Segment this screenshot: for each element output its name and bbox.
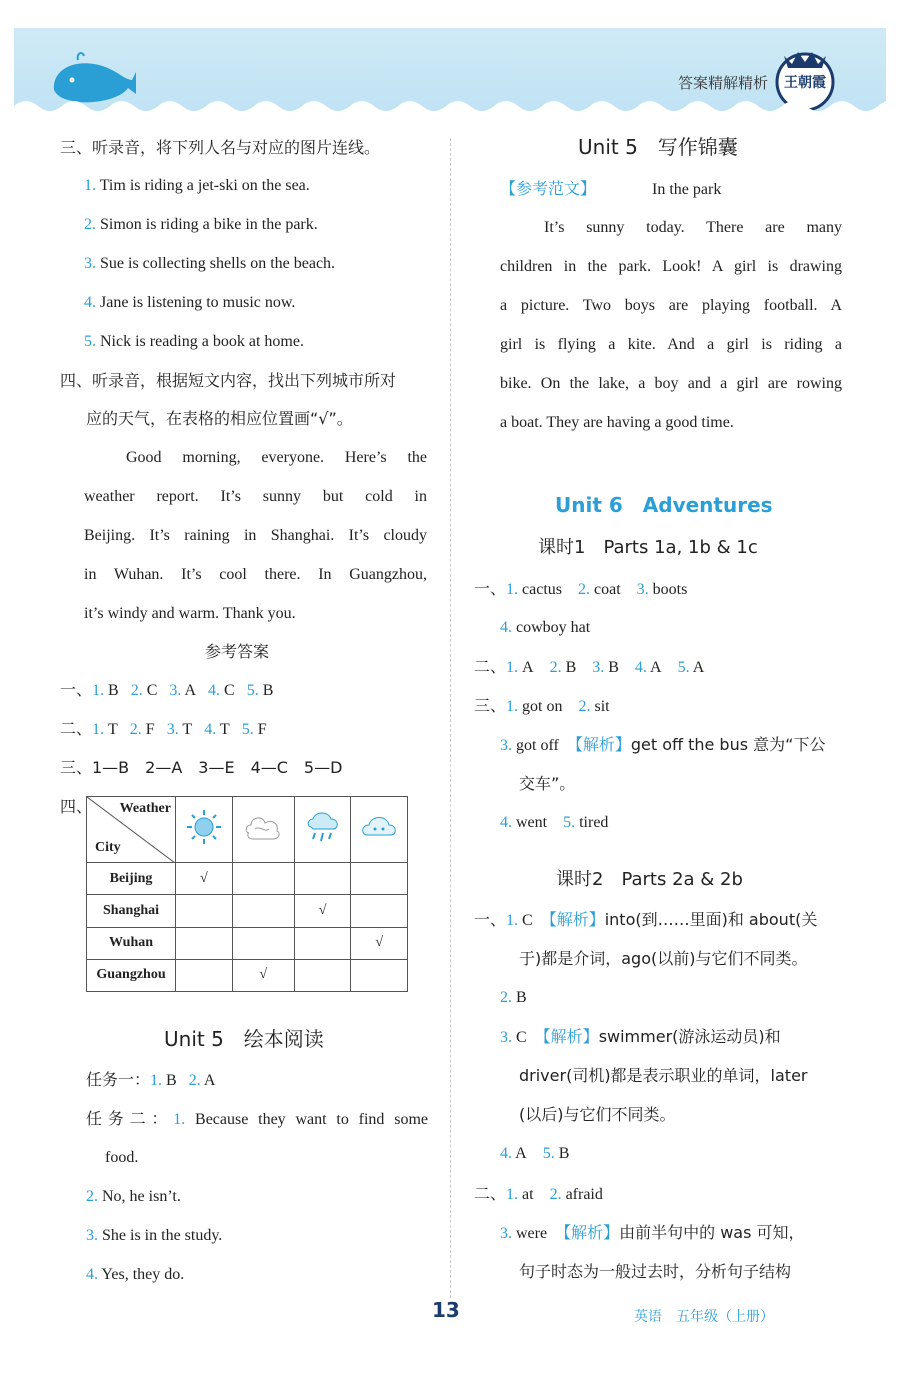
lesson1-title: 课时1 Parts 1a, 1b & 1c	[538, 537, 758, 558]
l2-row-1-cont: 于)都是介词，ago(以前)与它们不同类。	[519, 949, 808, 968]
check-cell: √	[351, 927, 408, 959]
l1-s1-row-4: 4. cowboy hat	[500, 619, 591, 636]
l1-s3-row-3-cont: 交车”。	[519, 774, 576, 793]
list-item: 3. Sue is collecting shells on the beach.	[84, 255, 336, 272]
list-item: 4. Yes, they do.	[86, 1266, 185, 1283]
rain-icon	[303, 807, 343, 847]
l2-s2-row: 二、1. at 2. afraid	[474, 1184, 603, 1203]
essay-heading: 【参考范文】 In the park	[500, 179, 722, 198]
list-item: 4. Jane is listening to music now.	[84, 294, 296, 311]
sec4-title-line1: 四、听录音，根据短文内容，找出下列城市所对	[60, 371, 397, 390]
cloud-icon	[359, 807, 399, 847]
l2-row-3: 3. C 【解析】swimmer(游泳运动员)和	[500, 1027, 781, 1046]
check-cell: √	[176, 863, 233, 895]
unit5-reading-title: Unit 5 绘本阅读	[164, 1027, 324, 1051]
task2-row-1: 任务二：1. Because they want to find some	[86, 1109, 428, 1128]
l2-row-45: 4. A 5. B	[500, 1145, 570, 1162]
check-cell	[351, 863, 408, 895]
check-cell	[351, 895, 408, 927]
l1-s3-row-3: 3. got off 【解析】get off the bus 意为“下公	[500, 735, 826, 754]
l2-row-3-cont: driver(司机)都是表示职业的单词，later	[519, 1066, 808, 1085]
unit6-title: Unit 6 Adventures	[555, 493, 773, 517]
l2-s2-row-3-cont: 句子时态为一般过去时，分析句子结构	[519, 1262, 792, 1281]
l2-row-1: 一、1. C 【解析】into(到……里面)和 about(关	[474, 910, 818, 929]
sec4-title-line2: 应的天气，在表格的相应位置画“√”。	[86, 409, 353, 428]
passage: Good morning, everyone. Here’s the weather report. It’s sunny but cold in Beijing. It’s raining in Shanghai. It’s cloudy in Wuhan. It’s cool there. In Guangzhou, it’s windy and warm. Thank you.	[84, 449, 427, 622]
check-cell	[294, 927, 351, 959]
check-cell	[176, 927, 233, 959]
essay: It’s sunny today. There are many children in the park. Look! A girl is drawing a picture. Two boys are playing football. A girl is flying a kite. And a girl is riding a bike. On the lake, a boy and a girl are rowing a boat. They are having a good time.	[500, 219, 842, 431]
answers-title: 参考答案	[205, 642, 270, 661]
list-item: 3. She is in the study.	[86, 1227, 223, 1244]
l2-s2-row-3: 3. were 【解析】由前半句中的 was 可知，	[500, 1223, 805, 1242]
unit5-writing-title: Unit 5 写作锦囊	[578, 135, 738, 159]
sun-icon	[184, 807, 224, 847]
weather-header-cell	[294, 797, 351, 863]
list-item: 5. Nick is reading a book at home.	[84, 333, 304, 350]
check-cell	[232, 895, 294, 927]
list-item: 2. Simon is riding a bike in the park.	[84, 216, 318, 233]
answer-row-4-label: 四、	[60, 797, 93, 816]
weather-header-cell	[351, 797, 408, 863]
lesson2-title: 课时2 Parts 2a & 2b	[556, 869, 743, 890]
page-number: 13	[432, 1298, 460, 1322]
check-cell	[351, 959, 408, 991]
footer-subject: 英语 五年级（上册）	[634, 1309, 774, 1325]
column-divider	[450, 138, 451, 1298]
check-cell	[176, 959, 233, 991]
weather-header-cell	[176, 797, 233, 863]
table-row: Shanghai √	[87, 895, 408, 927]
answer-row-3: 三、1—B 2—A 3—E 4—C 5—D	[60, 758, 343, 777]
l2-row-3-cont2: (以后)与它们不同类。	[519, 1105, 676, 1124]
check-cell	[232, 863, 294, 895]
logo-text: 王朝霞	[784, 75, 826, 91]
list-item: 2. No, he isn’t.	[86, 1188, 181, 1205]
header-title: 答案精解精析	[677, 74, 768, 92]
table-corner-cell: Weather City	[87, 797, 176, 863]
sec3-title: 三、听录音，将下列人名与对应的图片连线。	[60, 138, 381, 157]
check-cell	[232, 927, 294, 959]
check-cell: √	[294, 895, 351, 927]
weather-header-cell	[232, 797, 294, 863]
answer-row-2: 二、1. T 2. F 3. T 4. T 5. F	[60, 719, 267, 738]
weather-table	[86, 796, 408, 992]
l1-s2-row: 二、1. A 2. B 3. B 4. A 5. A	[474, 657, 705, 676]
table-row: Beijing √	[87, 863, 408, 895]
wind-icon	[241, 807, 285, 847]
l1-s3-row-45: 4. went 5. tired	[500, 814, 609, 831]
list-item: 1. Tim is riding a jet-ski on the sea.	[84, 177, 310, 194]
l1-s3-row: 三、1. got on 2. sit	[474, 696, 610, 715]
l1-s1-row: 一、1. cactus 2. coat 3. boots	[474, 579, 688, 598]
table-row: Guangzhou √	[87, 959, 408, 991]
check-cell	[176, 895, 233, 927]
page-header	[14, 28, 886, 118]
task2-row-1-cont: food.	[105, 1149, 139, 1166]
l2-row-2: 2. B	[500, 989, 527, 1006]
check-cell	[294, 863, 351, 895]
answer-row-1: 一、1. B 2. C 3. A 4. C 5. B	[60, 680, 274, 699]
table-row: Wuhan √	[87, 927, 408, 959]
check-cell: √	[232, 959, 294, 991]
task1-row: 任务一：1. B 2. A	[86, 1070, 216, 1089]
check-cell	[294, 959, 351, 991]
